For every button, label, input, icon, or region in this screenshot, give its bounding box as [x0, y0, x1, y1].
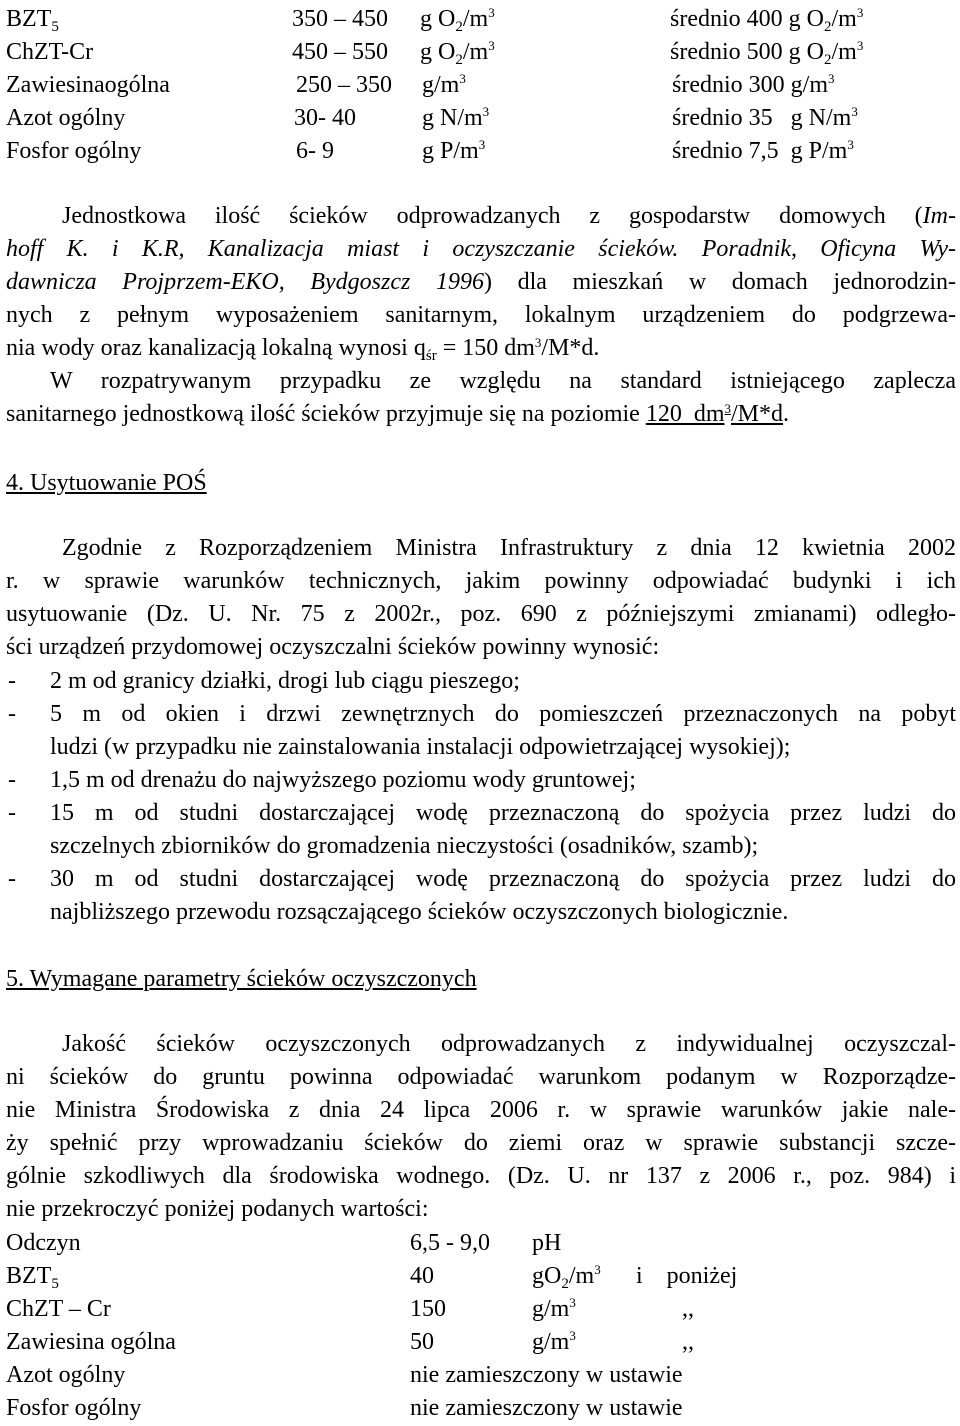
subscript: śr [425, 348, 437, 364]
param-average [670, 2, 863, 39]
paragraph-line [6, 233, 956, 266]
average-superscript: 3 [828, 71, 835, 86]
list-dash: - [8, 701, 16, 727]
param-unit [532, 1259, 601, 1296]
underlined-value: 120 dm [645, 401, 725, 427]
text-run: ) dla mieszkań w domach jednorodzin- [483, 269, 957, 295]
section-heading-4: 4. Usytuowanie POŚ [6, 470, 207, 496]
param-name: ChZT – Cr [6, 1296, 111, 1322]
paragraph-line: ści urządzeń przydomowej oczyszczalni ścieków powinny wynosić: [6, 634, 660, 660]
param-name-text: BZT [6, 1263, 52, 1289]
list-dash: - [8, 866, 16, 892]
param-average [670, 35, 863, 72]
param-name: Fosfor ogólny [6, 138, 142, 164]
citation-text: Im- [922, 203, 956, 229]
list-item-text: 2 m od granicy działki, drogi lub ciągu pieszego; [50, 668, 520, 694]
underlined-value: /M*d [731, 401, 784, 427]
unit-tail: /m [462, 6, 489, 32]
param-name: ChZT-Cr [6, 39, 94, 65]
param-name [6, 1259, 59, 1296]
unit-subscript: 2 [561, 1276, 569, 1292]
param-name: Odczyn [6, 1230, 81, 1256]
param-range: 450 – 550 [292, 39, 388, 65]
average-text: średnio 7,5 g P/m [672, 138, 848, 164]
param-unit [422, 134, 485, 168]
average-superscript: 3 [856, 5, 864, 20]
unit-subscript: 2 [455, 52, 463, 68]
list-item-text: najbliższego przewodu rozsączającego ścieków oczyszczonych biologicznie. [50, 899, 789, 925]
paragraph-line: Jakość ścieków oczyszczonych odprowadzanych z indywidualnej oczyszczal- [62, 1031, 956, 1057]
unit-tail: /m [568, 1263, 595, 1289]
paragraph-line: r. w sprawie warunków technicznych, jakim powinny odpowiadać budynki i ich [6, 568, 956, 594]
unit-text: g O [420, 6, 456, 32]
param-unit [422, 68, 466, 102]
section-heading-5: 5. Wymagane parametry ścieków oczyszczonych [6, 966, 477, 992]
paragraph-line: W rozpatrywanym przypadku ze względu na standard istniejącego zaplecza [50, 368, 956, 394]
paragraph-line: Zgodnie z Rozporządzeniem Ministra Infrastruktury z dnia 12 kwietnia 2002 [62, 535, 956, 561]
param-name: Azot ogólny [6, 105, 126, 131]
param-value: 150 [410, 1296, 446, 1322]
param-name: Zawiesinaogólna [6, 72, 170, 98]
text-run: nia wody oraz kanalizacją lokalną wynosi q [6, 335, 426, 361]
paragraph-line: ży spełnić przy wprowadzaniu ścieków do ziemi oraz w sprawie substancji szcze- [6, 1130, 956, 1156]
param-value: nie zamieszczony w ustawie [410, 1362, 683, 1388]
param-unit [420, 2, 495, 39]
list-item-text: 30 m od studni dostarczającej wodę przeznaczoną do spożycia przez ludzi do [50, 866, 956, 892]
paragraph-line: nie Ministra Środowiska z dnia 24 lipca 2006 r. w sprawie warunków jakie nale- [6, 1097, 956, 1123]
paragraph-line: usytuowanie (Dz. U. Nr. 75 z 2002r., poz. 690 z późniejszymi zmianami) odległo- [6, 601, 956, 627]
param-range: 250 – 350 [296, 72, 392, 98]
unit-text: gO [532, 1263, 562, 1289]
param-name-subscript: 5 [51, 19, 59, 35]
param-name: Zawiesina ogólna [6, 1329, 176, 1355]
unit-text: g/m [532, 1329, 570, 1355]
average-text: średnio 500 g O [670, 39, 824, 65]
unit-superscript: 3 [482, 104, 490, 119]
paragraph-line [6, 398, 956, 431]
param-name [6, 2, 59, 39]
unit-text: g/m [532, 1296, 570, 1322]
average-tail: /m [831, 6, 857, 32]
average-superscript: 3 [856, 38, 864, 53]
unit-superscript: 3 [488, 38, 495, 53]
unit-superscript: 3 [488, 5, 495, 20]
paragraph-line: gólnie szkodliwych dla środowiska wodnego. (Dz. U. nr 137 z 2006 r., poz. 984) i [6, 1163, 956, 1189]
list-item-text: ludzi (w przypadku nie zainstalowania instalacji odpowietrzającej wysokiej); [50, 734, 791, 760]
param-name-text: BZT [6, 6, 52, 32]
param-range: 30- 40 [294, 105, 356, 131]
paragraph-line: ni ścieków do gruntu powinna odpowiadać warunkom podanym w Rozporządze- [6, 1064, 956, 1090]
param-unit [422, 101, 489, 135]
list-item-text: 15 m od studni dostarczającej wodę przeznaczoną do spożycia przez ludzi do [50, 800, 956, 826]
paragraph-line [6, 266, 956, 299]
param-unit: pH [532, 1230, 562, 1256]
unit-superscript: 3 [478, 137, 486, 152]
param-value: 40 [410, 1263, 434, 1289]
param-unit [532, 1292, 576, 1326]
text-run: Jednostkowa ilość ścieków odprowadzanych z gospodarstw domowych ( [62, 203, 923, 229]
list-dash: - [8, 767, 16, 793]
text-run: = 150 dm [436, 335, 535, 361]
paragraph-line [62, 200, 956, 233]
text-run: /M*d. [541, 335, 600, 361]
list-dash: - [8, 668, 16, 694]
param-unit [532, 1325, 576, 1359]
param-note: i poniżej [636, 1263, 738, 1289]
average-text: średnio 35 g N/m [672, 105, 852, 131]
average-text: średnio 300 g/m [672, 72, 828, 98]
param-value: 50 [410, 1329, 434, 1355]
param-average [672, 101, 858, 135]
unit-text: g O [420, 39, 456, 65]
average-superscript: 3 [851, 104, 858, 119]
unit-superscript: 3 [569, 1295, 576, 1310]
superscript: 3 [534, 335, 542, 350]
superscript: 3 [724, 401, 732, 416]
param-note: ,, [682, 1329, 694, 1355]
unit-text: g P/m [422, 138, 479, 164]
citation-text: hoff K. i K.R, Kanalizacja miast i oczyszczanie ścieków. Poradnik, Oficyna Wy- [6, 236, 956, 262]
list-dash: - [8, 800, 16, 826]
text-run: sanitarnego jednostkową ilość ścieków przyjmuje się na poziomie [6, 401, 646, 427]
average-superscript: 3 [847, 137, 854, 152]
param-note: ,, [682, 1296, 694, 1322]
unit-subscript: 2 [455, 19, 463, 35]
param-name: Fosfor ogólny [6, 1395, 142, 1421]
unit-text: g/m [422, 72, 460, 98]
param-range: 6- 9 [296, 138, 334, 164]
unit-superscript: 3 [594, 1262, 601, 1277]
param-average [672, 68, 835, 102]
unit-tail: /m [462, 39, 489, 65]
unit-text: g N/m [422, 105, 483, 131]
citation-text: dawnicza Projprzem-EKO, Bydgoszcz 1996 [6, 269, 484, 295]
param-average [672, 134, 854, 168]
paragraph-line [6, 332, 956, 365]
param-range: 350 – 450 [292, 6, 388, 32]
average-subscript: 2 [823, 52, 832, 68]
average-text: średnio 400 g O [670, 6, 824, 32]
paragraph-line: nych z pełnym wyposażeniem sanitarnym, lokalnym urządzeniem do podgrzewa- [6, 302, 956, 328]
average-tail: /m [831, 39, 857, 65]
list-item-text: szczelnych zbiorników do gromadzenia nieczystości (osadników, szamb); [50, 833, 759, 859]
param-unit [420, 35, 495, 72]
param-name: Azot ogólny [6, 1362, 126, 1388]
unit-superscript: 3 [569, 1328, 576, 1343]
unit-superscript: 3 [459, 71, 466, 86]
text-run: . [783, 401, 790, 427]
param-value: 6,5 - 9,0 [410, 1230, 490, 1256]
list-item-text: 1,5 m od drenażu do najwyższego poziomu wody gruntowej; [50, 767, 636, 793]
average-subscript: 2 [823, 19, 832, 35]
param-value: nie zamieszczony w ustawie [410, 1395, 683, 1421]
list-item-text: 5 m od okien i drzwi zewnętrznych do pomieszczeń przeznaczonych na pobyt [50, 701, 956, 727]
param-name-subscript: 5 [51, 1276, 59, 1292]
paragraph-line: nie przekroczyć poniżej podanych wartości: [6, 1196, 429, 1222]
